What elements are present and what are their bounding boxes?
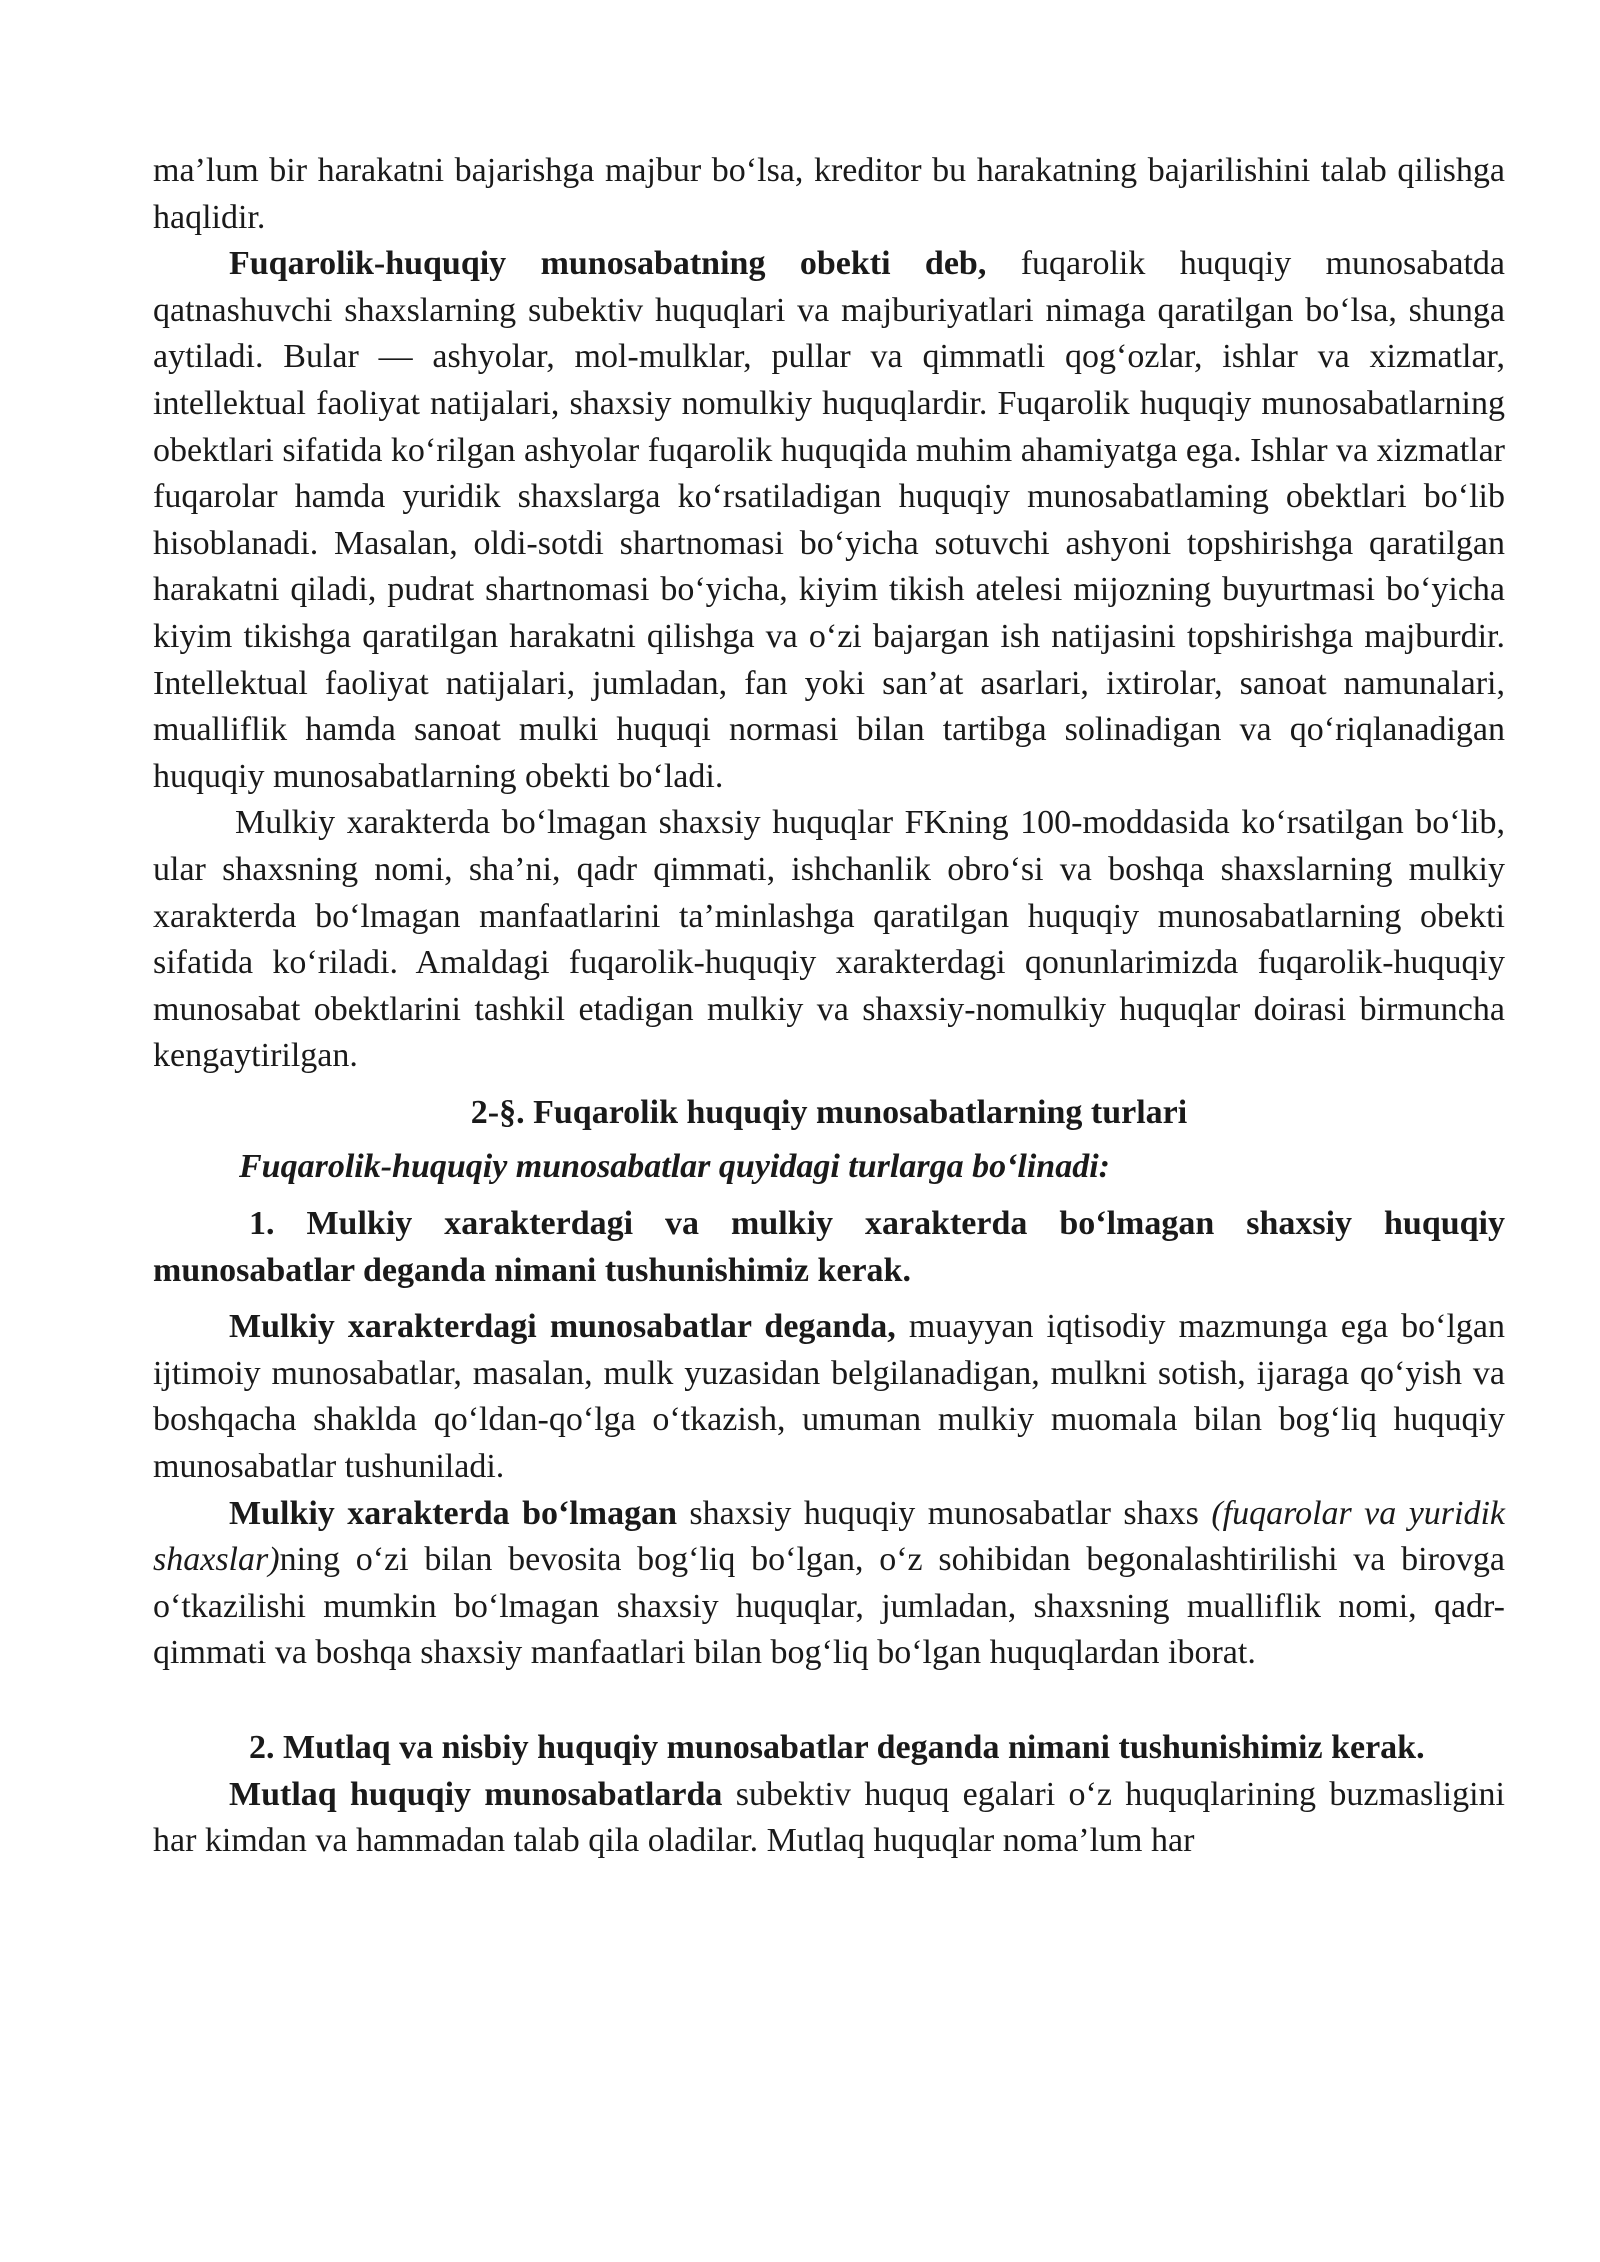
item-1-heading: 1. Mulkiy xarakterdagi va mulkiy xarakterda bo‘lmagan shaxsiy huquqiy munosabatlar deganda nimani tushunishimiz kerak. [153, 1205, 1505, 1289]
paragraph-non-property-rights: Mulkiy xarakterda bo‘lmagan shaxsiy huquqlar FKning 100-moddasida ko‘rsatilgan bo‘lib, ular shaxsning nomi, sha’ni, qadr qimmati, ishchanlik obro‘si va boshqa shaxslarning mulkiy xarakterda bo‘lmagan manfaatlarini ta’minlashga qaratilgan huquqiy munosabatlarning obekti sifatida ko‘riladi. Amaldagi fuqarolik-huquqiy xarakterdagi qonunlarimizda fuqarolik-huquqiy munosabat obektlarini tashkil etadigan mulkiy va shaxsiy-nomulkiy huquqlar doirasi birmuncha kengaytirilgan. [153, 804, 1505, 1075]
paragraph-text: shaxsiy huquqiy munosabatlar shaxs [677, 1494, 1212, 1532]
item-2-heading: 2. Mutlaq va nisbiy huquqiy munosabatlar deganda nimani tushunishimiz kerak. [249, 1729, 1425, 1766]
bold-term: Mulkiy xarakterdagi munosabatlar deganda, [229, 1308, 896, 1346]
paragraph-absolute-relations [153, 1772, 1505, 1865]
paragraph-text: muayyan iqtisodiy mazmunga ega bo‘lgan ijtimoiy munosabatlar, masalan, mulk yuzasidan belgilanadigan, mulkni sotish, ijaraga qo‘yish va boshqacha shaklda qo‘ldan-qo‘lga o‘tkazish, umuman mulkiy muomala bilan bog‘liq huquqiy munosabatlar tushuniladi. [153, 1308, 1505, 1486]
blank-line [153, 1677, 1505, 1725]
paragraph-text: fuqarolik huquqiy munosabatda qatnashuvchi shaxslarning subektiv huquqlari va majburiyatlari nimaga qaratilgan bo‘lsa, shunga aytiladi. Bular — ashyolar, mol-mulklar, pullar va qimmatli qog‘ozlar, ishlar va xizmatlar, intellektual faoliyat natijalari, shaxsiy nomulkiy huquqlardir. Fuqarolik huquqiy munosabatlarning obektlari sifatida ko‘rilgan ashyolar fuqarolik huquqida muhim ahamiyatga ega. Ishlar va xizmatlar fuqarolar hamda yuridik shaxslarga ko‘rsatiladigan huquqiy munosabatlaming obektlari bo‘lib hisoblanadi. Masalan, oldi-sotdi shartnomasi bo‘yicha sotuvchi ashyoni topshirishga qaratilgan harakatni qiladi, pudrat shartnomasi bo‘yicha, kiyim tikish atelesi mijozning buyurtmasi bo‘yicha kiyim tikishga qaratilgan harakatni qilishga va o‘zi bajargan ish natijasini topshirishga majburdir. Intellektual faoliyat natijalari, jumladan, fan yoki san’at asarlari, ixtirolar, sanoat namunalari, mualliflik hamda sanoat mulki huquqi normasi bilan tartibga solinadigan va qo‘riqlanadigan huquqiy munosabatlarning obekti bo‘ladi. [153, 245, 1505, 795]
bold-term: Fuqarolik-huquqiy munosabatning obekti deb, [229, 245, 987, 283]
section-subheading: Fuqarolik-huquqiy munosabatlar quyidagi turlarga bo‘linadi: [239, 1148, 1110, 1186]
paragraph-text: ning o‘zi bilan bevosita bog‘liq bo‘lgan, o‘z sohibidan begonalashtirilishi va birovga o‘tkazilishi mumkin bo‘lmagan shaxsiy huquqlar, jumladan, shaxsning mualliflik nomi, qadr-qimmati va boshqa shaxsiy manfaatlari bilan bog‘liq bo‘lgan huquqlardan iborat. [153, 1541, 1505, 1672]
paragraph-non-property-relations [153, 1491, 1505, 1677]
paragraph-text: subektiv huquq egalari o‘z huquqlarining buzmasligini har kimdan va hammadan talab qila oladilar. Mutlaq huquqlar noma’lum har [153, 1775, 1505, 1860]
section-heading: 2-§. Fuqarolik huquqiy munosabatlarning turlari [470, 1093, 1188, 1131]
bold-term: Mutlaq huquqiy munosabatlarda [229, 1775, 723, 1813]
document-page [153, 148, 1505, 1865]
paragraph-object-definition [153, 241, 1505, 800]
italic-note: (fuqarolar va yuridik shaxslar) [153, 1494, 1506, 1579]
bold-term: Mulkiy xarakterda bo‘lmagan [229, 1494, 677, 1532]
paragraph-continuation: ma’lum bir harakatni bajarishga majbur bo‘lsa, kreditor bu harakatning bajarilishini talab qilishga haqlidir. [153, 152, 1505, 236]
paragraph-property-relations [153, 1304, 1505, 1490]
